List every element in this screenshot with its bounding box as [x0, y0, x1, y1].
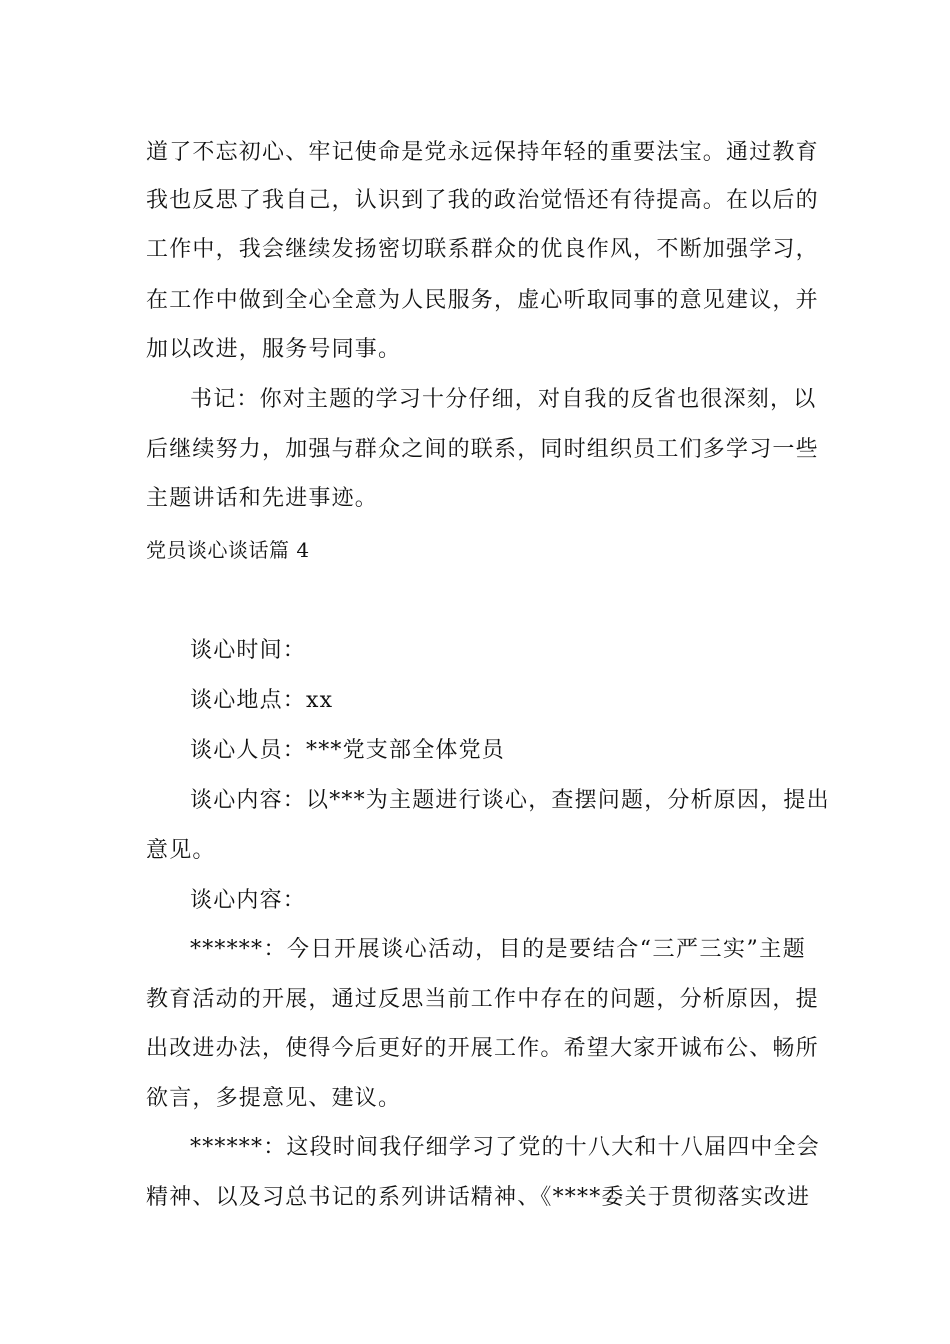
paragraph-line: 精神、以及习总书记的系列讲话精神、《****委关于贯彻落实改进	[146, 1185, 811, 1210]
paragraph-line: 在工作中做到全心全意为人民服务，虚心听取同事的意见建议，并	[146, 288, 819, 313]
paragraph-line: 欲言，多提意见、建议。	[146, 1086, 402, 1111]
paragraph-line: 出改进办法，使得今后更好的开展工作。希望大家开诚布公、畅所	[146, 1036, 819, 1061]
paragraph-line: 书记：你对主题的学习十分仔细，对自我的反省也很深刻，以	[190, 387, 817, 412]
paragraph-line: 教育活动的开展，通过反思当前工作中存在的问题，分析原因，提	[146, 987, 819, 1012]
paragraph-line: 主题讲话和先进事迹。	[146, 486, 379, 511]
paragraph-line: 道了不忘初心、牢记使命是党永远保持年轻的重要法宝。通过教育	[146, 140, 819, 165]
meta-time: 谈心时间：	[190, 638, 307, 663]
paragraph-line: 我也反思了我自己，认识到了我的政治觉悟还有待提高。在以后的	[146, 188, 819, 213]
paragraph-line: 加以改进，服务号同事。	[146, 337, 402, 362]
paragraph-line: ******：这段时间我仔细学习了党的十八大和十八届四中全会	[190, 1135, 821, 1160]
section-heading: 党员谈心谈话篇 4	[146, 538, 310, 562]
meta-people: 谈心人员：***党支部全体党员	[190, 738, 506, 763]
paragraph-line: 后继续努力，加强与群众之间的联系，同时组织员工们多学习一些	[146, 437, 819, 462]
paragraph-line: 工作中，我会继续发扬密切联系群众的优良作风，不断加强学习，	[146, 237, 819, 262]
content-label: 谈心内容：	[190, 888, 307, 913]
meta-place: 谈心地点：xx	[190, 688, 334, 713]
paragraph-line: ******：今日开展谈心活动，目的是要结合“三严三实”主题	[190, 937, 806, 962]
paragraph-line: 意见。	[146, 838, 216, 863]
paragraph-line: 谈心内容：以***为主题进行谈心，查摆问题，分析原因，提出	[190, 788, 830, 813]
